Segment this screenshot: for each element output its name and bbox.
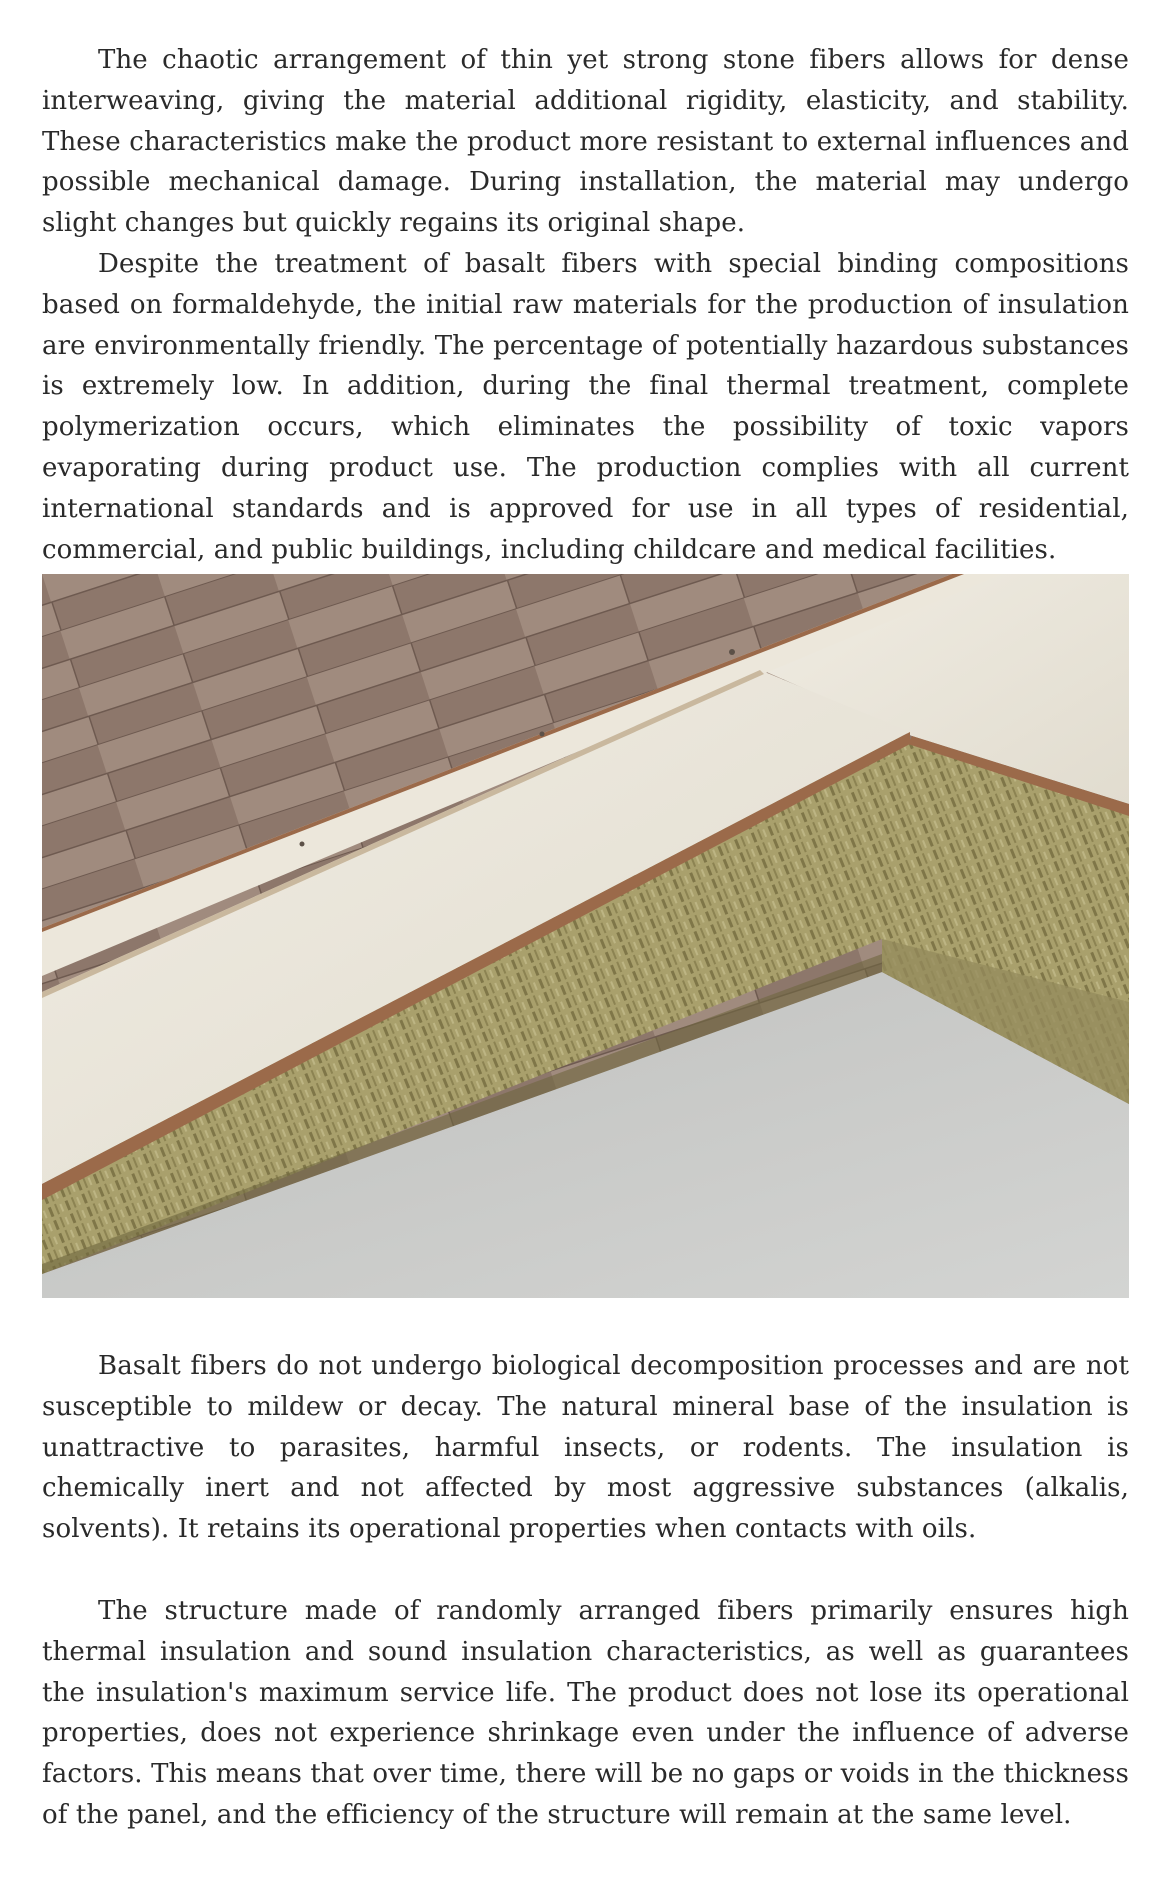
- photo-illustration: [42, 574, 1129, 1298]
- text-block-bottom: [42, 1346, 1129, 1836]
- paragraph-1: The chaotic arrangement of thin yet strong stone fibers allows for dense interweaving, giving the material additional rigidity, elasticity, and stability. These characteristics make the product more resistant to external influences and possible mechanical damage. During installation, the material may undergo slight changes but quickly regains its original shape.: [42, 45, 1129, 239]
- paragraph-2: Despite the treatment of basalt fibers with special binding compositions based on formaldehyde, the initial raw materials for the production of insulation are environmentally friendly. The percentage of potentially hazardous substances is extremely low. In addition, during the final thermal treatment, complete polymerization occurs, which eliminates the possibility of toxic vapors evaporating during product use. The production complies with all current international standards and is approved for use in all types of residential, commercial, and public buildings, including childcare and medical facilities.: [42, 248, 1129, 565]
- floor-insulation-photo: [42, 574, 1129, 1298]
- paragraph-4: The structure made of randomly arranged fibers primarily ensures high thermal insulation and sound insulation characteristics, as well as guarantees the insulation's maximum service life. The product does not lose its operational properties, does not experience shrinkage even under the influence of adverse factors. This means that over time, there will be no gaps or voids in the thickness of the panel, and the efficiency of the structure will remain at the same level.: [42, 1595, 1129, 1830]
- text-block-top: [42, 40, 1129, 570]
- paragraph-3: Basalt fibers do not undergo biological decomposition processes and are not susceptible to mildew or decay. The natural mineral base of the insulation is unattractive to parasites, harmful insects, or rodents. The insulation is chemically inert and not affected by most aggressive substances (alkalis, solvents). It retains its operational properties when contacts with oils.: [42, 1351, 1129, 1545]
